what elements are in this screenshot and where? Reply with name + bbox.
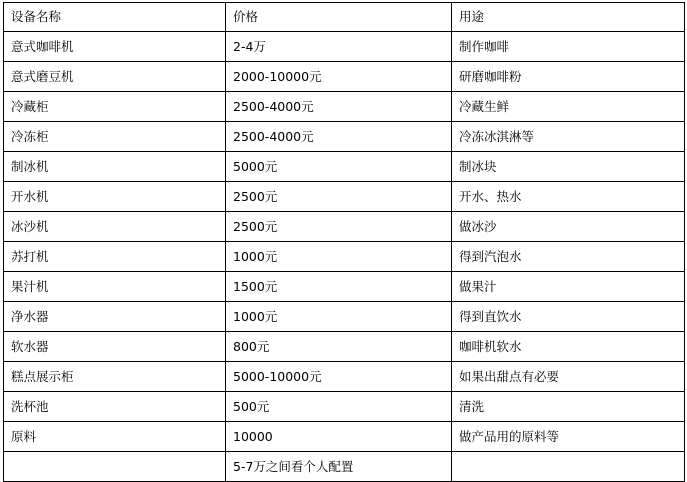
table-row	[4, 92, 685, 122]
cell-price: 2500元	[226, 212, 452, 242]
cell-equipment-name: 冰沙机	[4, 212, 226, 242]
cell-equipment-name: 苏打机	[4, 242, 226, 272]
table-row	[4, 392, 685, 422]
cell-usage: 做产品用的原料等	[452, 422, 685, 452]
column-header-usage: 用途	[452, 3, 685, 32]
cell-price: 2000-10000元	[226, 62, 452, 92]
cell-usage: 冷藏生鲜	[452, 92, 685, 122]
cell-usage: 研磨咖啡粉	[452, 62, 685, 92]
cell-equipment-name: 冷藏柜	[4, 92, 226, 122]
document-page	[0, 2, 687, 474]
cell-equipment-name: 洗杯池	[4, 392, 226, 422]
cell-total-price: 5-7万之间看个人配置	[226, 452, 452, 482]
table-row	[4, 422, 685, 452]
cell-usage: 制冰块	[452, 152, 685, 182]
cell-equipment-name: 净水器	[4, 302, 226, 332]
cell-price: 10000	[226, 422, 452, 452]
cell-usage: 制作咖啡	[452, 32, 685, 62]
cell-usage	[452, 452, 685, 482]
cell-price: 1000元	[226, 242, 452, 272]
table-row-total	[4, 452, 685, 482]
table-row	[4, 62, 685, 92]
cell-equipment-name: 制冰机	[4, 152, 226, 182]
cell-price: 5000元	[226, 152, 452, 182]
cell-equipment-name: 开水机	[4, 182, 226, 212]
table-header-row	[4, 3, 685, 32]
cell-usage: 咖啡机软水	[452, 332, 685, 362]
cell-price: 1000元	[226, 302, 452, 332]
cell-usage: 开水、热水	[452, 182, 685, 212]
table-row	[4, 362, 685, 392]
cell-equipment-name: 果汁机	[4, 272, 226, 302]
table-row	[4, 152, 685, 182]
cell-usage: 做果汁	[452, 272, 685, 302]
table-row	[4, 212, 685, 242]
cell-price: 500元	[226, 392, 452, 422]
cell-usage: 得到汽泡水	[452, 242, 685, 272]
cell-usage: 如果出甜点有必要	[452, 362, 685, 392]
table-row	[4, 182, 685, 212]
cell-equipment-name: 冷冻柜	[4, 122, 226, 152]
equipment-price-table	[3, 2, 685, 482]
cell-price: 2500-4000元	[226, 92, 452, 122]
cell-usage: 做冰沙	[452, 212, 685, 242]
table-row	[4, 302, 685, 332]
cell-equipment-name	[4, 452, 226, 482]
cell-equipment-name: 意式咖啡机	[4, 32, 226, 62]
cell-price: 800元	[226, 332, 452, 362]
cell-usage: 清洗	[452, 392, 685, 422]
cell-price: 2500元	[226, 182, 452, 212]
cell-equipment-name: 意式磨豆机	[4, 62, 226, 92]
table-row	[4, 242, 685, 272]
cell-equipment-name: 糕点展示柜	[4, 362, 226, 392]
table-row	[4, 272, 685, 302]
table-row	[4, 122, 685, 152]
table-row	[4, 32, 685, 62]
cell-usage: 冷冻冰淇淋等	[452, 122, 685, 152]
cell-equipment-name: 原料	[4, 422, 226, 452]
cell-price: 2500-4000元	[226, 122, 452, 152]
cell-equipment-name: 软水器	[4, 332, 226, 362]
table-row	[4, 332, 685, 362]
cell-usage: 得到直饮水	[452, 302, 685, 332]
cell-price: 5000-10000元	[226, 362, 452, 392]
column-header-price: 价格	[226, 3, 452, 32]
column-header-name: 设备名称	[4, 3, 226, 32]
cell-price: 1500元	[226, 272, 452, 302]
cell-price: 2-4万	[226, 32, 452, 62]
